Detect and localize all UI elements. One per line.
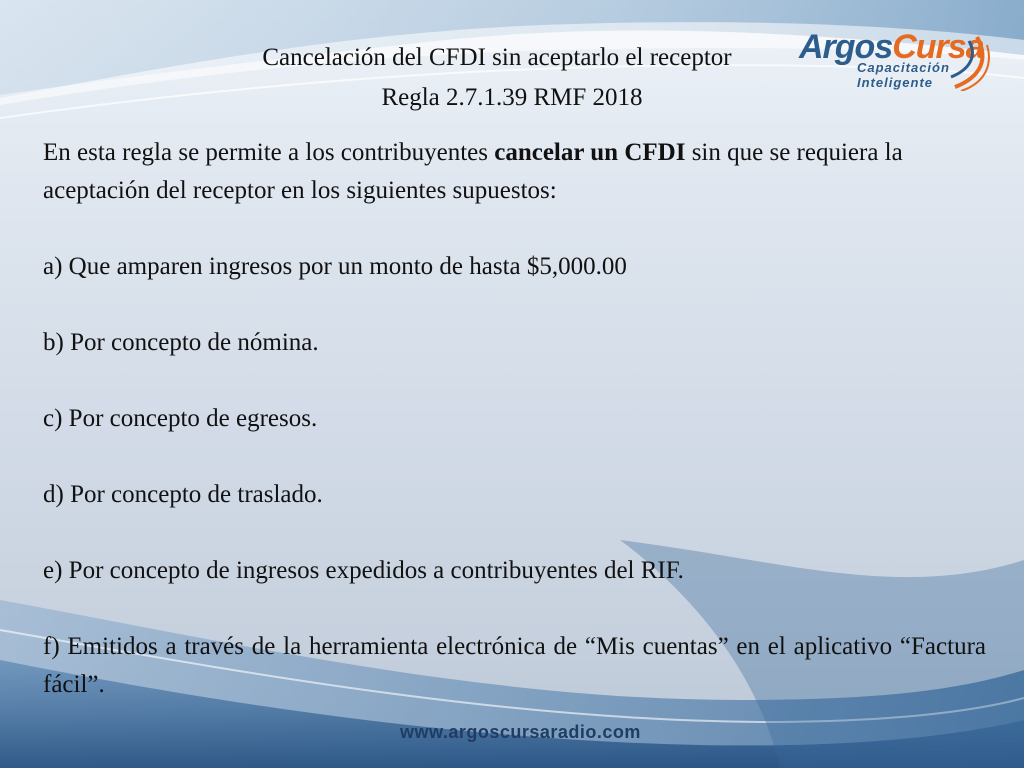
list-item: d) Por concepto de traslado. xyxy=(43,481,323,508)
intro-text-after: sin que se requiera la aceptación del receptor en los siguientes supuestos: xyxy=(43,139,903,204)
intro-text-before: En esta regla se permite a los contribuyentes xyxy=(43,139,495,166)
list-item: a) Que amparen ingresos por un monto de hasta $5,000.00 xyxy=(43,253,627,280)
title-line-1: Cancelación del CFDI sin aceptarlo el receptor xyxy=(262,44,732,71)
logo-brand-main: Argos xyxy=(799,28,893,66)
list-item: c) Por concepto de egresos. xyxy=(43,405,318,432)
logo-brand-accent: Cursa xyxy=(892,28,984,66)
list-item: e) Por concepto de ingresos expedidos a contribuyentes del RIF. xyxy=(43,557,684,584)
logo-tagline-2: Inteligente xyxy=(857,75,934,90)
argoscursa-logo xyxy=(795,27,995,93)
title-line-2: Regla 2.7.1.39 RMF 2018 xyxy=(381,84,643,111)
slide-body xyxy=(43,134,986,704)
intro-text-bold: cancelar un CFDI xyxy=(494,139,686,166)
logo-swirl-icon xyxy=(947,31,993,91)
footer-url: www.argoscursaradio.com xyxy=(400,722,641,742)
logo-tagline-1: Capacitación xyxy=(857,60,950,75)
list-item: b) Por concepto de nómina. xyxy=(43,329,319,356)
intro-paragraph xyxy=(43,134,986,210)
list-item: f) Emitidos a través de la herramienta electrónica de “Mis cuentas” en el aplicativo “Factura fácil”. xyxy=(43,633,986,698)
